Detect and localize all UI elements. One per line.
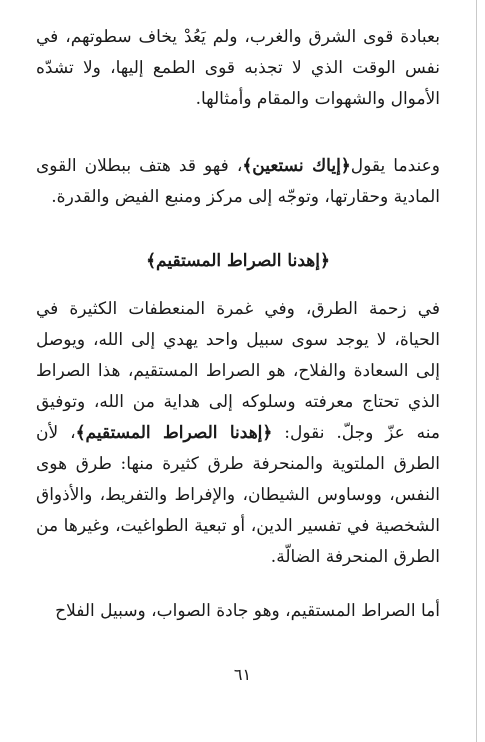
quran-quote-iyyaka-nastaeen: ﴿إياك نستعين﴾ — [242, 156, 351, 176]
page-edge-line — [476, 0, 477, 742]
paragraph-4: أما الصراط المستقيم، وهو جادة الصواب، وسبيل الفلاح — [55, 601, 440, 621]
quran-quote-ihdina: ﴿إهدنا الصراط المستقيم﴾ — [75, 423, 273, 443]
paragraph-2 — [36, 151, 440, 213]
paragraph-2-after: ، فهو قد هتف ببطلان القوى المادية وحقارتها، وتوجّه إلى مركز ومنبع الفيض والقدرة. — [36, 156, 440, 207]
section-heading: ﴿إهدنا الصراط المستقيم﴾ — [146, 251, 330, 271]
page-number: ٦١ — [233, 665, 252, 684]
paragraph-3-before: في زحمة الطرق، وفي غمرة المنعطفات الكثيرة في الحياة، لا يوجد سوى سبيل واحد يهدي إلى الله، ويوصل إلى السعادة والفلاح، هو الصراط المستقيم، هذا الصراط الذي تحتاج معرفته وسلوكه إلى هداية من الله، وتوفيق منه عزّ وجلّ. نقول: — [36, 299, 440, 443]
paragraph-3-after: ، لأن الطرق الملتوية والمنحرفة طرق كثيرة منها: طرق هوى النفس، ووساوس الشيطان، والإفراط والتفريط، والأذواق الشخصية في تفسير الدين، أو تبعية الطواغيت، وغيرها من الطرق المنحرفة الضالّة. — [36, 423, 440, 567]
paragraph-3 — [36, 294, 440, 573]
paragraph-1: بعبادة قوى الشرق والغرب، ولم يَعُدْ يخاف سطوتهم، في نفس الوقت الذي لا تجذبه قوى الطمع إليها، ولا تشدّه الأموال والشهوات والمقام وأمثالها. — [36, 27, 440, 109]
paragraph-2-before: وعندما يقول — [350, 156, 440, 176]
